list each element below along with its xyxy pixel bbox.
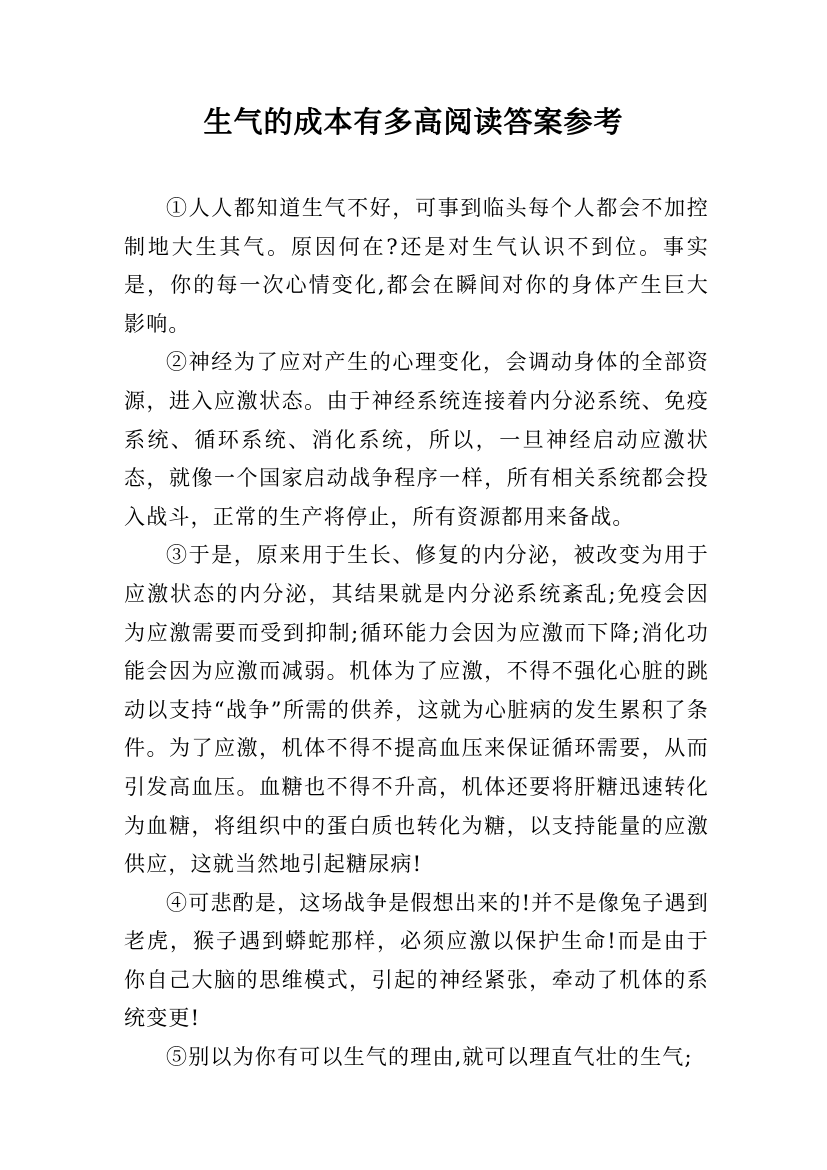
- document-title: 生气的成本有多高阅读答案参考: [203, 105, 624, 139]
- paragraph-2: ②神经为了应对产生的心理变化，会调动身体的全部资源，进入应激状态。由于神经系统连接着内分泌系统、免疫系统、循环系统、消化系统，所以，一旦神经启动应激状态，就像一个国家启动战争程序一样，所有相关系统都会投入战斗，正常的生产将停止，所有资源都用来备战。: [124, 350, 709, 529]
- paragraph-4: ④可悲酌是，这场战争是假想出来的!并不是像兔子遇到老虎，猴子遇到蟒蛇那样，必须应激以保护生命!而是由于你自己大脑的思维模式，引起的神经紧张，牵动了机体的系统变更!: [124, 890, 709, 1031]
- document-body: [124, 189, 709, 1077]
- paragraph-5: ⑤别以为你有可以生气的理由,就可以理直气壮的生气;: [166, 1045, 693, 1070]
- paragraph-3: ③于是，原来用于生长、修复的内分泌，被改变为用于应激状态的内分泌，其结果就是内分泌系统紊乱;免疫会因为应激需要而受到抑制;循环能力会因为应激而下降;消化功能会因为应激而减弱。机体为了应激，不得不强化心脏的跳动以支持“战争”所需的供养，这就为心脏病的发生累积了条件。为了应激，机体不得不提高血压来保证循环需要，从而引发高血压。血糖也不得不升高，机体还要将肝糖迅速转化为血糖，将组织中的蛋白质也转化为糖，以支持能量的应激供应，这就当然地引起糖尿病!: [124, 543, 709, 877]
- paragraph-1: ①人人都知道生气不好，可事到临头每个人都会不加控制地大生其气。原因何在?还是对生气认识不到位。事实是，你的每一次心情变化,都会在瞬间对你的身体产生巨大影响。: [124, 196, 709, 336]
